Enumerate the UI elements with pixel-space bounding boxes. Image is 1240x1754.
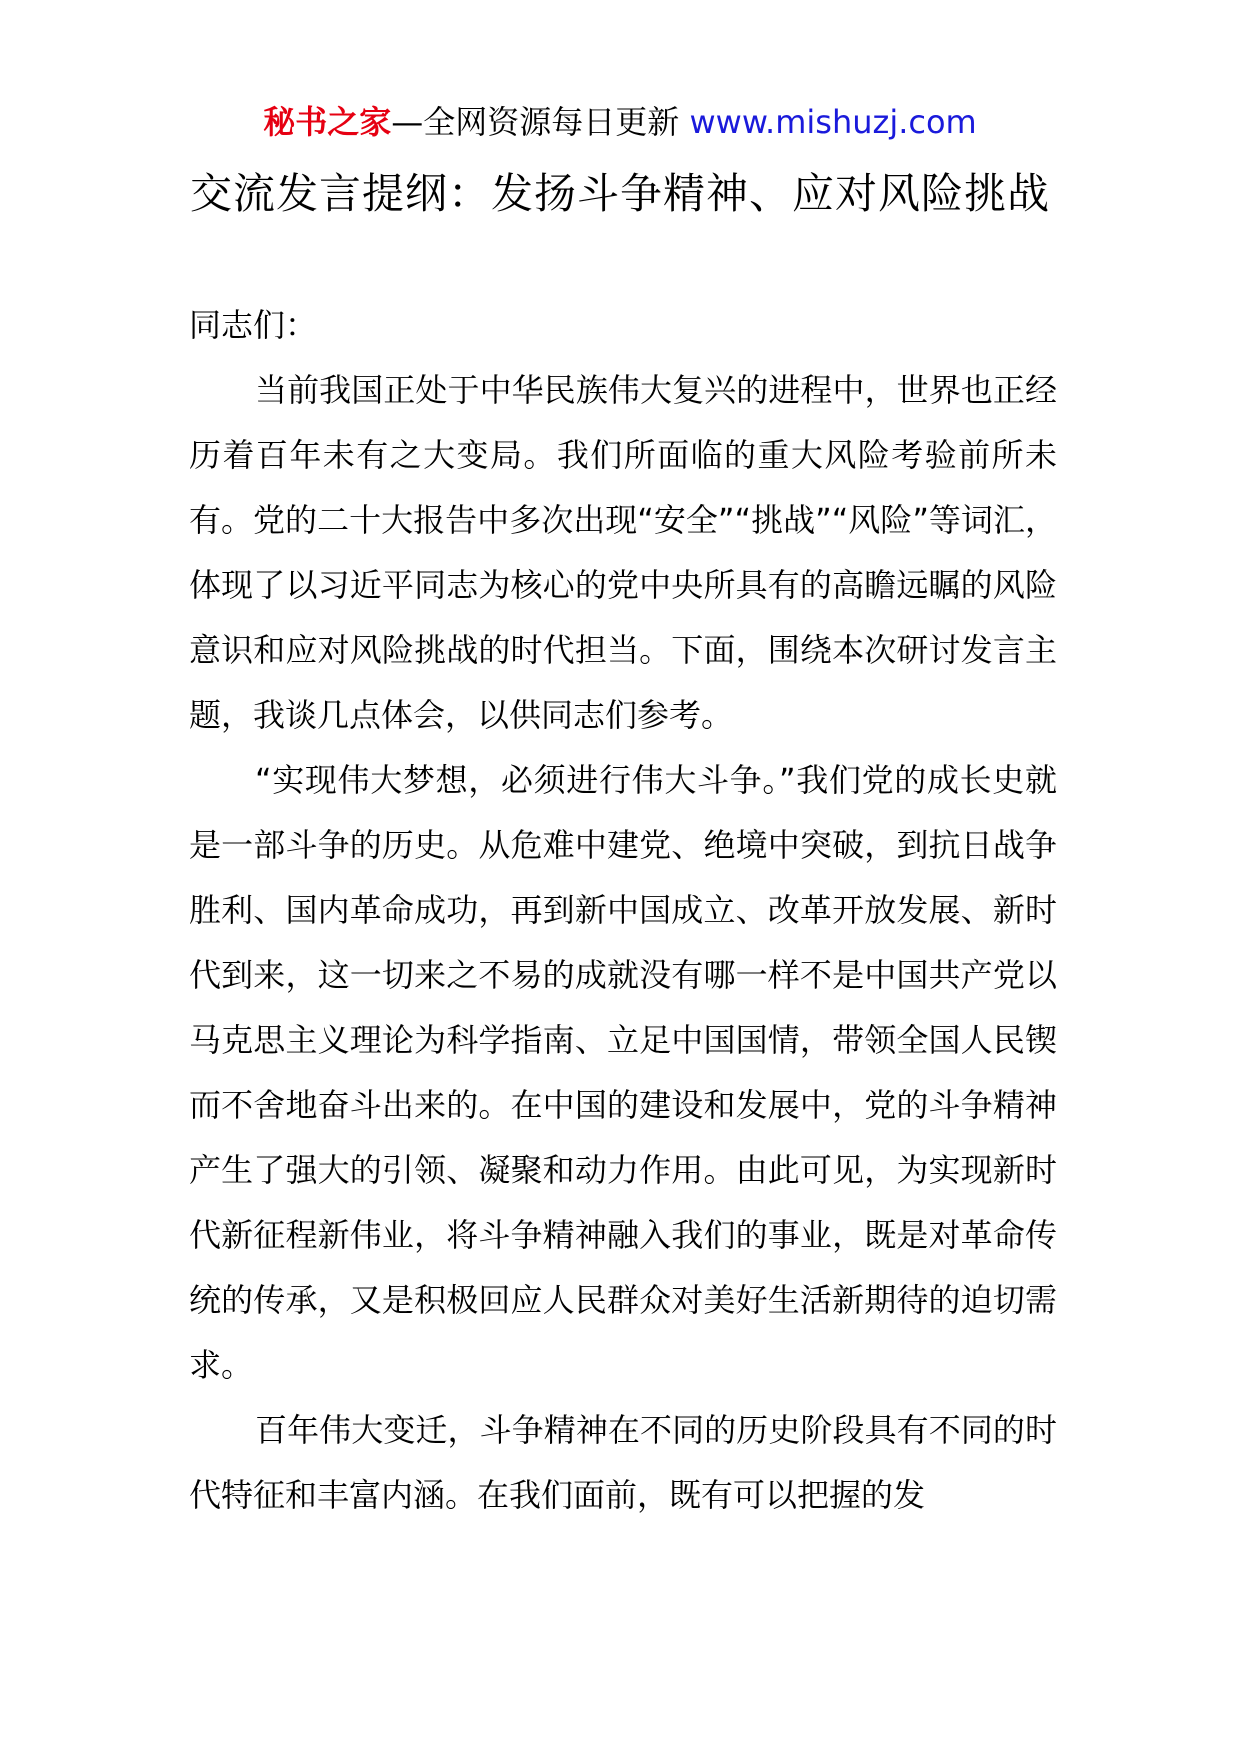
header-tagline: —全网资源每日更新	[391, 103, 690, 141]
paragraph: 当前我国正处于中华民族伟大复兴的进程中，世界也正经历着百年未有之大变局。我们所面临的重大风险考验前所未有。党的二十大报告中多次出现“安全”“挑战”“风险”等词汇，体现了以习近平同志为核心的党中央所具有的高瞻远瞩的风险意识和应对风险挑战的时代担当。下面，围绕本次研讨发言主题，我谈几点体会，以供同志们参考。	[189, 371, 1057, 734]
salutation: 同志们：	[189, 306, 318, 344]
paragraph: 百年伟大变迁，斗争精神在不同的历史阶段具有不同的时代特征和丰富内涵。在我们面前，既有可以把握的发	[189, 1411, 1057, 1514]
site-link[interactable]: www.mishuzj.com	[689, 103, 977, 141]
paragraph: “实现伟大梦想，必须进行伟大斗争。”我们党的成长史就是一部斗争的历史。从危难中建党、绝境中突破，到抗日战争胜利、国内革命成功，再到新中国成立、改革开放发展、新时代到来，这一切来之不易的成就没有哪一样不是中国共产党以马克思主义理论为科学指南、立足中国国情，带领全国人民锲而不舍地奋斗出来的。在中国的建设和发展中，党的斗争精神产生了强大的引领、凝聚和动力作用。由此可见，为实现新时代新征程新伟业，将斗争精神融入我们的事业，既是对革命传统的传承，又是积极回应人民群众对美好生活新期待的迫切需求。	[189, 761, 1057, 1384]
brand-name: 秘书之家	[263, 103, 392, 141]
watermark-header	[0, 100, 1240, 144]
document-body	[189, 293, 1057, 1528]
document-title: 交流发言提纲：发扬斗争精神、应对风险挑战	[189, 169, 1050, 218]
